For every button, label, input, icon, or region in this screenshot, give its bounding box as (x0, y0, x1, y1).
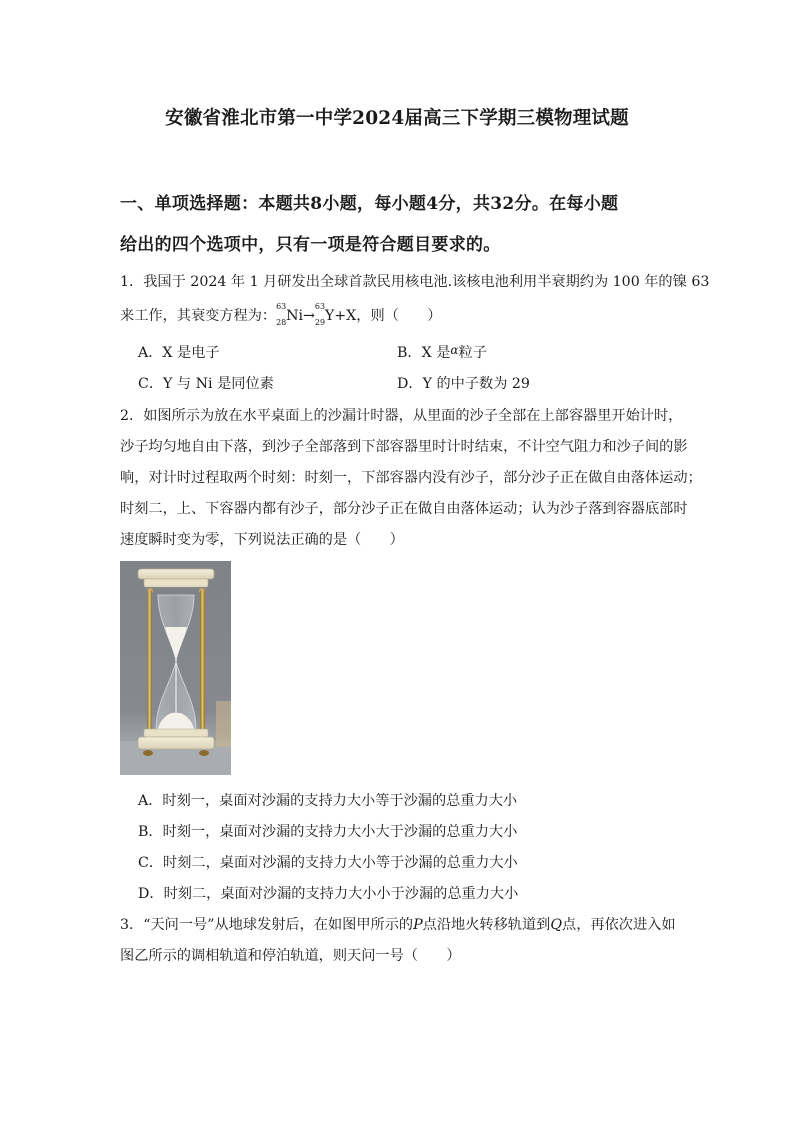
ni-symbol: Ni (286, 308, 304, 324)
q2-stem-line-2: 沙子均匀地自由下落，到沙子全部落到下部容器里时计时结束，不计空气阻力和沙子间的影 (120, 439, 688, 455)
hourglass-photo (120, 561, 231, 775)
q1-stem-line-1: 1．我国于 2024 年 1 月研发出全球首款民用核电池.该核电池利用半衰期约为 100 年的镍 63 (120, 274, 710, 290)
q1-stem-text: 来工作，其衰变方程为： (120, 308, 277, 324)
point-q: Q (550, 917, 562, 933)
q1-stem-line-2 (120, 302, 442, 327)
q2-stem-line-3: 响，对计时过程取两个时刻：时刻一，下部容器内没有沙子，部分沙子正在做自由落体运动； (120, 470, 702, 486)
q1-stem-tail: ，则（ ） (356, 308, 442, 324)
page-title: 安徽省淮北市第一中学2024届高三下学期三模物理试题 (165, 108, 629, 129)
q2-option-a[interactable]: A．时刻一，桌面对沙漏的支持力大小等于沙漏的总重力大小 (138, 793, 518, 809)
q3-stem-line-2: 图乙所示的调相轨道和停泊轨道，则天问一号（ ） (120, 948, 461, 964)
nuclide-ni (276, 302, 304, 327)
arrow-symbol: → (303, 308, 315, 324)
q1-option-d[interactable]: D．Y 的中子数为 29 (397, 376, 530, 392)
nuclide-y (314, 302, 357, 327)
ni-atomic-number: 28 (276, 318, 287, 327)
hourglass-icon (120, 561, 231, 775)
q3-stem-mid: 点沿地火转移轨道到 (422, 917, 551, 933)
q2-option-c[interactable]: C．时刻二，桌面对沙漏的支持力大小等于沙漏的总重力大小 (138, 855, 518, 871)
q2-option-b[interactable]: B．时刻一，桌面对沙漏的支持力大小大于沙漏的总重力大小 (138, 824, 518, 840)
q2-stem-line-4: 时刻二，上、下容器内都有沙子，部分沙子正在做自由落体运动；认为沙子落到容器底部时 (120, 501, 688, 517)
section-heading-line-2: 给出的四个选项中，只有一项是符合题目要求的。 (120, 235, 501, 255)
q2-stem-line-1: 2．如图所示为放在水平桌面上的沙漏计时器，从里面的沙子全部在上部容器里开始计时， (120, 408, 683, 424)
section-heading-line-1: 一、单项选择题：本题共8小题，每小题4分，共32分。在每小题 (120, 194, 619, 214)
q1-option-b[interactable] (397, 342, 487, 362)
y-mass-number: 63 (314, 302, 326, 311)
alpha-symbol: α (450, 343, 459, 357)
q2-stem-line-5: 速度瞬时变为零，下列说法正确的是（ ） (120, 532, 404, 548)
q1-option-a[interactable]: A．X 是电子 (138, 345, 220, 361)
q3-stem-text: 3．“天问一号”从地球发射后，在如图甲所示的 (120, 917, 414, 933)
q2-option-d[interactable]: D．时刻二，桌面对沙漏的支持力大小小于沙漏的总重力大小 (138, 886, 519, 902)
q1-option-b-tail: 粒子 (458, 345, 487, 361)
q1-option-b-text: B．X 是 (397, 345, 451, 361)
q3-stem-line-1 (120, 914, 676, 934)
q3-stem-tail: 点，再依次进入如 (562, 917, 676, 933)
ni-mass-number: 63 (276, 302, 287, 311)
point-p: P (413, 917, 423, 933)
y-symbol: Y+X (324, 308, 357, 324)
q1-option-c[interactable]: C．Y 与 Ni 是同位素 (138, 376, 274, 392)
y-atomic-number: 29 (314, 318, 326, 327)
